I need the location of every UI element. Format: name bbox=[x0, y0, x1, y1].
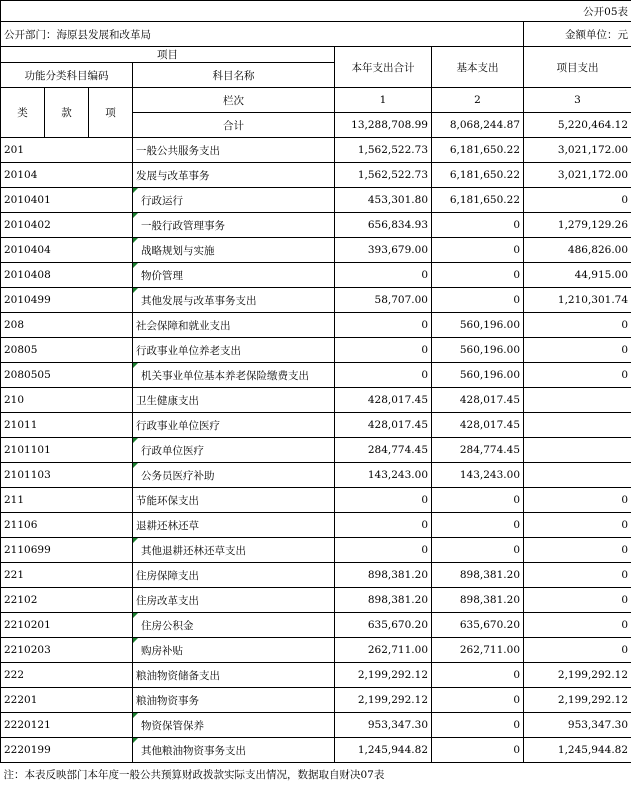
row-total: 0 bbox=[335, 338, 432, 363]
row-code: 2101103 bbox=[1, 463, 133, 488]
row-basic: 0 bbox=[432, 288, 524, 313]
row-name: 物资保管保养 bbox=[133, 713, 335, 738]
header-project: 项目 bbox=[1, 47, 335, 63]
row-basic: 0 bbox=[432, 488, 524, 513]
row-name: 物价管理 bbox=[133, 263, 335, 288]
row-name: 公务员医疗补助 bbox=[133, 463, 335, 488]
table-row bbox=[1, 438, 631, 463]
row-project: 2,199,292.12 bbox=[524, 688, 631, 713]
table-row bbox=[1, 388, 631, 413]
row-code: 2010401 bbox=[1, 188, 133, 213]
row-name: 粮油物资事务 bbox=[133, 688, 335, 713]
row-basic: 0 bbox=[432, 688, 524, 713]
header-lanci: 栏次 bbox=[133, 88, 335, 113]
row-code: 21106 bbox=[1, 513, 133, 538]
row-total: 0 bbox=[335, 263, 432, 288]
header-xiang: 项 bbox=[89, 88, 133, 138]
row-total: 428,017.45 bbox=[335, 413, 432, 438]
row-code: 210 bbox=[1, 388, 133, 413]
row-project: 953,347.30 bbox=[524, 713, 631, 738]
table-row bbox=[1, 413, 631, 438]
row-total: 2,199,292.12 bbox=[335, 688, 432, 713]
row-project: 3,021,172.00 bbox=[524, 138, 631, 163]
row-name: 购房补贴 bbox=[133, 638, 335, 663]
row-project: 0 bbox=[524, 613, 631, 638]
row-code: 2010402 bbox=[1, 213, 133, 238]
row-project: 1,210,301.74 bbox=[524, 288, 631, 313]
row-project: 486,826.00 bbox=[524, 238, 631, 263]
row-code: 222 bbox=[1, 663, 133, 688]
row-basic: 428,017.45 bbox=[432, 413, 524, 438]
row-name: 行政单位医疗 bbox=[133, 438, 335, 463]
row-code: 2101101 bbox=[1, 438, 133, 463]
table-row bbox=[1, 288, 631, 313]
row-code: 2010499 bbox=[1, 288, 133, 313]
row-project: 0 bbox=[524, 538, 631, 563]
total-sum: 13,288,708.99 bbox=[335, 113, 432, 138]
header-kuan: 款 bbox=[45, 88, 89, 138]
row-total: 656,834.93 bbox=[335, 213, 432, 238]
row-name: 一般公共服务支出 bbox=[133, 138, 335, 163]
row-basic: 143,243.00 bbox=[432, 463, 524, 488]
header-lei: 类 bbox=[1, 88, 45, 138]
total-basic: 8,068,244.87 bbox=[432, 113, 524, 138]
row-total: 2,199,292.12 bbox=[335, 663, 432, 688]
header-col-project: 项目支出 bbox=[524, 47, 631, 88]
form-code-row bbox=[1, 1, 631, 22]
row-code: 2080505 bbox=[1, 363, 133, 388]
header-col-total: 本年支出合计 bbox=[335, 47, 432, 88]
row-total: 0 bbox=[335, 363, 432, 388]
row-project: 0 bbox=[524, 563, 631, 588]
row-name: 粮油物资储备支出 bbox=[133, 663, 335, 688]
row-code: 20805 bbox=[1, 338, 133, 363]
header-n1: 1 bbox=[335, 88, 432, 113]
row-project: 0 bbox=[524, 638, 631, 663]
row-project bbox=[524, 463, 631, 488]
row-project bbox=[524, 388, 631, 413]
table-row bbox=[1, 538, 631, 563]
row-basic: 635,670.20 bbox=[432, 613, 524, 638]
row-name: 其他退耕还林还草支出 bbox=[133, 538, 335, 563]
row-total: 1,245,944.82 bbox=[335, 738, 432, 763]
row-total: 58,707.00 bbox=[335, 288, 432, 313]
meta-row bbox=[1, 22, 631, 47]
row-basic: 0 bbox=[432, 213, 524, 238]
row-total: 0 bbox=[335, 513, 432, 538]
footnote: 注：本表反映部门本年度一般公共预算财政拨款实际支出情况，数据取自财决07表 bbox=[1, 763, 631, 785]
table-row bbox=[1, 163, 631, 188]
department-label: 公开部门：海原县发展和改革局 bbox=[1, 22, 524, 47]
row-name: 住房改革支出 bbox=[133, 588, 335, 613]
row-total: 393,679.00 bbox=[335, 238, 432, 263]
unit-label: 金额单位：元 bbox=[524, 22, 631, 47]
table-row bbox=[1, 463, 631, 488]
row-name: 住房公积金 bbox=[133, 613, 335, 638]
row-code: 2110699 bbox=[1, 538, 133, 563]
row-code: 22102 bbox=[1, 588, 133, 613]
header-col-basic: 基本支出 bbox=[432, 47, 524, 88]
row-code: 2210201 bbox=[1, 613, 133, 638]
row-project: 3,021,172.00 bbox=[524, 163, 631, 188]
row-total: 0 bbox=[335, 538, 432, 563]
row-name: 节能环保支出 bbox=[133, 488, 335, 513]
table-row bbox=[1, 713, 631, 738]
row-basic: 0 bbox=[432, 713, 524, 738]
row-project: 0 bbox=[524, 588, 631, 613]
row-basic: 428,017.45 bbox=[432, 388, 524, 413]
row-code: 2220121 bbox=[1, 713, 133, 738]
row-name: 退耕还林还草 bbox=[133, 513, 335, 538]
row-code: 20104 bbox=[1, 163, 133, 188]
table-row bbox=[1, 213, 631, 238]
row-basic: 560,196.00 bbox=[432, 338, 524, 363]
total-label: 合计 bbox=[133, 113, 335, 138]
row-name: 机关事业单位基本养老保险缴费支出 bbox=[133, 363, 335, 388]
header-code-title: 功能分类科目编码 bbox=[1, 63, 133, 88]
header-name-title: 科目名称 bbox=[133, 63, 335, 88]
row-total: 1,562,522.73 bbox=[335, 163, 432, 188]
table-row bbox=[1, 738, 631, 763]
row-name: 住房保障支出 bbox=[133, 563, 335, 588]
row-code: 22201 bbox=[1, 688, 133, 713]
total-project: 5,220,464.12 bbox=[524, 113, 631, 138]
row-code: 21011 bbox=[1, 413, 133, 438]
row-code: 2210203 bbox=[1, 638, 133, 663]
row-total: 898,381.20 bbox=[335, 588, 432, 613]
row-basic: 262,711.00 bbox=[432, 638, 524, 663]
row-basic: 0 bbox=[432, 538, 524, 563]
row-basic: 560,196.00 bbox=[432, 313, 524, 338]
row-basic: 0 bbox=[432, 513, 524, 538]
row-project: 1,279,129.26 bbox=[524, 213, 631, 238]
row-basic: 898,381.20 bbox=[432, 588, 524, 613]
row-basic: 560,196.00 bbox=[432, 363, 524, 388]
row-project: 44,915.00 bbox=[524, 263, 631, 288]
row-project: 0 bbox=[524, 363, 631, 388]
table-row bbox=[1, 613, 631, 638]
table-row bbox=[1, 138, 631, 163]
row-project bbox=[524, 413, 631, 438]
row-basic: 0 bbox=[432, 238, 524, 263]
table-row bbox=[1, 338, 631, 363]
row-name: 卫生健康支出 bbox=[133, 388, 335, 413]
table-row bbox=[1, 638, 631, 663]
row-basic: 0 bbox=[432, 738, 524, 763]
row-project: 0 bbox=[524, 488, 631, 513]
row-total: 262,711.00 bbox=[335, 638, 432, 663]
header-row-1 bbox=[1, 47, 631, 63]
row-code: 211 bbox=[1, 488, 133, 513]
row-project: 0 bbox=[524, 188, 631, 213]
table-row bbox=[1, 563, 631, 588]
row-code: 2010404 bbox=[1, 238, 133, 263]
row-basic: 6,181,650.22 bbox=[432, 138, 524, 163]
form-code: 公开05表 bbox=[1, 1, 631, 22]
row-project: 0 bbox=[524, 513, 631, 538]
row-name: 行政运行 bbox=[133, 188, 335, 213]
header-n3: 3 bbox=[524, 88, 631, 113]
row-name: 其他粮油物资事务支出 bbox=[133, 738, 335, 763]
row-basic: 284,774.45 bbox=[432, 438, 524, 463]
row-name: 其他发展与改革事务支出 bbox=[133, 288, 335, 313]
table-row bbox=[1, 238, 631, 263]
footnote-row bbox=[1, 763, 631, 785]
row-total: 453,301.80 bbox=[335, 188, 432, 213]
row-total: 1,562,522.73 bbox=[335, 138, 432, 163]
row-name: 战略规划与实施 bbox=[133, 238, 335, 263]
row-total: 0 bbox=[335, 488, 432, 513]
row-project: 0 bbox=[524, 313, 631, 338]
table-row bbox=[1, 313, 631, 338]
row-code: 201 bbox=[1, 138, 133, 163]
row-total: 953,347.30 bbox=[335, 713, 432, 738]
header-n2: 2 bbox=[432, 88, 524, 113]
data-rows bbox=[1, 138, 631, 763]
row-total: 428,017.45 bbox=[335, 388, 432, 413]
row-name: 社会保障和就业支出 bbox=[133, 313, 335, 338]
table-row bbox=[1, 488, 631, 513]
table-row bbox=[1, 513, 631, 538]
row-name: 行政事业单位养老支出 bbox=[133, 338, 335, 363]
row-project bbox=[524, 438, 631, 463]
row-total: 635,670.20 bbox=[335, 613, 432, 638]
row-code: 2220199 bbox=[1, 738, 133, 763]
row-code: 2010408 bbox=[1, 263, 133, 288]
row-project: 2,199,292.12 bbox=[524, 663, 631, 688]
row-basic: 0 bbox=[432, 663, 524, 688]
row-project: 1,245,944.82 bbox=[524, 738, 631, 763]
row-total: 284,774.45 bbox=[335, 438, 432, 463]
row-basic: 898,381.20 bbox=[432, 563, 524, 588]
table-row bbox=[1, 263, 631, 288]
row-name: 行政事业单位医疗 bbox=[133, 413, 335, 438]
row-basic: 6,181,650.22 bbox=[432, 188, 524, 213]
row-project: 0 bbox=[524, 338, 631, 363]
row-total: 898,381.20 bbox=[335, 563, 432, 588]
row-name: 发展与改革事务 bbox=[133, 163, 335, 188]
row-basic: 6,181,650.22 bbox=[432, 163, 524, 188]
row-name: 一般行政管理事务 bbox=[133, 213, 335, 238]
row-basic: 0 bbox=[432, 263, 524, 288]
table-row bbox=[1, 588, 631, 613]
table-row bbox=[1, 363, 631, 388]
row-total: 0 bbox=[335, 313, 432, 338]
table-row bbox=[1, 188, 631, 213]
row-code: 221 bbox=[1, 563, 133, 588]
row-total: 143,243.00 bbox=[335, 463, 432, 488]
table-row bbox=[1, 688, 631, 713]
row-code: 208 bbox=[1, 313, 133, 338]
table-row bbox=[1, 663, 631, 688]
header-row-3 bbox=[1, 88, 631, 113]
